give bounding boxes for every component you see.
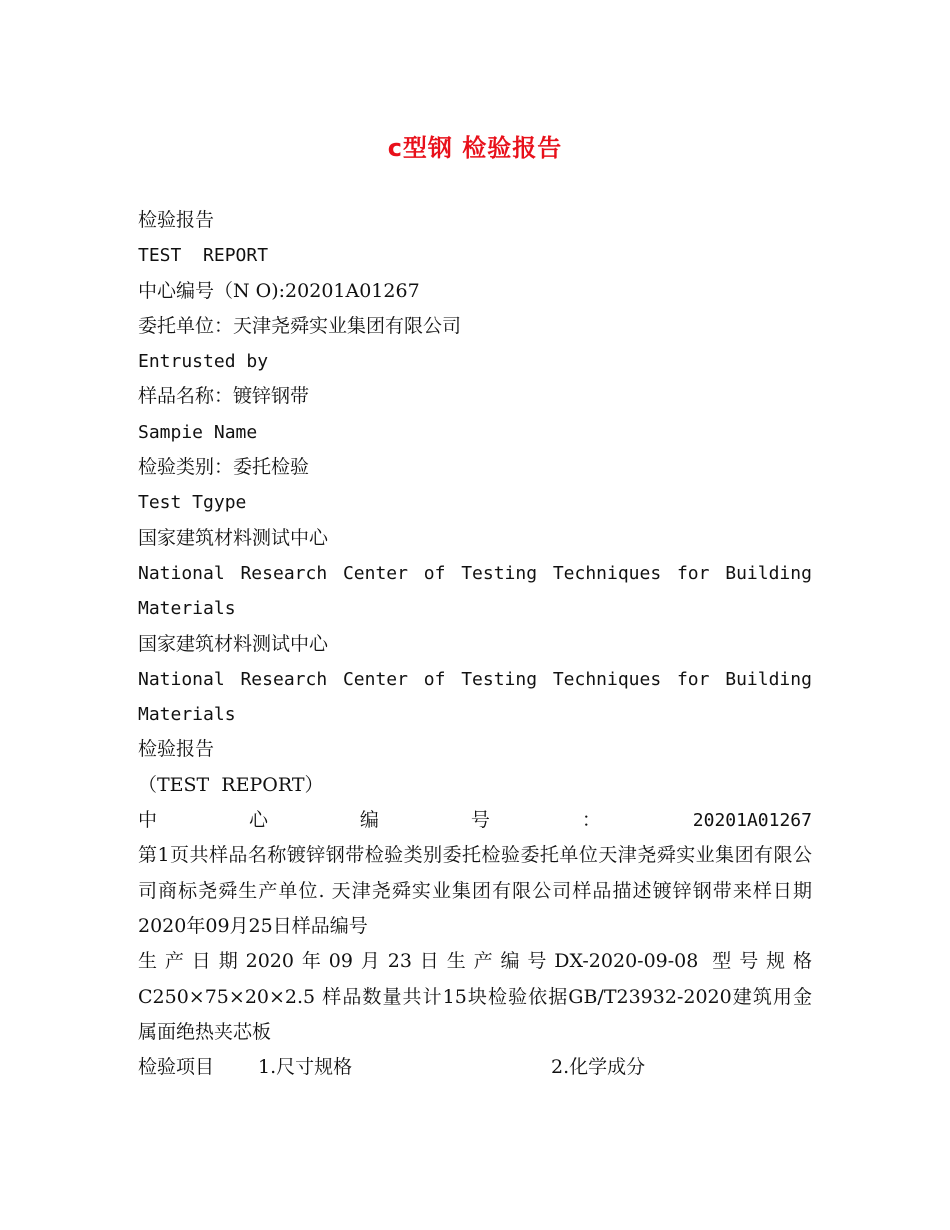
org-en-word: Techniques xyxy=(552,668,662,690)
document-body xyxy=(138,203,812,1085)
entrusted-by-label: Entrusted by xyxy=(138,351,269,373)
org-en-word: Testing xyxy=(461,668,538,690)
entrusted-unit-line: 委托单位：天津尧舜实业集团有限公司 xyxy=(138,314,462,337)
org-name-en-repeat-tail: Materials xyxy=(138,704,236,726)
org-en-word: National xyxy=(138,562,225,584)
org-en-word: Testing xyxy=(461,562,538,584)
org-en-word: Techniques xyxy=(552,562,662,584)
center-number-value: 20201A01267 xyxy=(692,810,812,832)
center-number-char: 号 xyxy=(470,809,490,832)
report-title-en: （TEST REPORT） xyxy=(138,773,324,796)
test-type-label: Test Tgype xyxy=(138,492,247,514)
center-number-line: 中心编号（N O):20201A01267 xyxy=(138,279,420,302)
sample-name-label: Sampie Name xyxy=(138,421,258,443)
center-number-row xyxy=(138,803,812,838)
production-info-paragraph: 生产日期2020年09月23日生产编号DX-2020-09-08 型号规格C250×75×20×2.5 样品数量共计15块检验依据GB/T23932-2020建筑用金属面绝热夹芯板 xyxy=(138,950,812,1043)
center-number-char: ： xyxy=(581,809,601,832)
org-en-word: Center xyxy=(342,668,408,690)
org-name-cn-repeat: 国家建筑材料测试中心 xyxy=(138,632,329,655)
test-items-label: 检验项目 xyxy=(138,1056,215,1079)
report-heading-cn: 检验报告 xyxy=(138,209,215,231)
report-heading-en: TEST REPORT xyxy=(138,245,269,267)
sample-name-line: 样品名称：镀锌钢带 xyxy=(138,385,310,408)
org-en-word: National xyxy=(138,668,225,690)
org-name-cn: 国家建筑材料测试中心 xyxy=(138,526,329,549)
org-en-word: of xyxy=(423,668,446,690)
org-name-en-tail: Materials xyxy=(138,598,236,620)
document-title: c型钢 检验报告 xyxy=(387,134,563,162)
test-type-line: 检验类别：委托检验 xyxy=(138,456,310,479)
org-en-word: Center xyxy=(342,562,408,584)
center-number-char: 中 xyxy=(138,809,158,832)
org-en-word: of xyxy=(423,562,446,584)
org-en-word: Building xyxy=(725,668,812,690)
report-title-cn: 检验报告 xyxy=(138,738,215,761)
test-item-dimensions: 1.尺寸规格 xyxy=(258,1056,353,1079)
sample-info-paragraph: 第1页共样品名称镀锌钢带检验类别委托检验委托单位天津尧舜实业集团有限公司商标尧舜生产单位. 天津尧舜实业集团有限公司样品描述镀锌钢带来样日期2020年09月25日样品编号 xyxy=(138,844,812,937)
org-name-en xyxy=(138,556,812,591)
center-number-char: 心 xyxy=(248,809,268,832)
org-en-word: Research xyxy=(240,668,328,690)
org-name-en-repeat xyxy=(138,662,812,697)
org-en-word: for xyxy=(676,562,710,584)
org-en-word: Building xyxy=(725,562,812,584)
test-items-row xyxy=(138,1050,812,1085)
test-item-chemical: 2.化学成分 xyxy=(551,1056,646,1079)
org-en-word: Research xyxy=(240,562,328,584)
center-number-char: 编 xyxy=(359,809,379,832)
org-en-word: for xyxy=(676,668,710,690)
